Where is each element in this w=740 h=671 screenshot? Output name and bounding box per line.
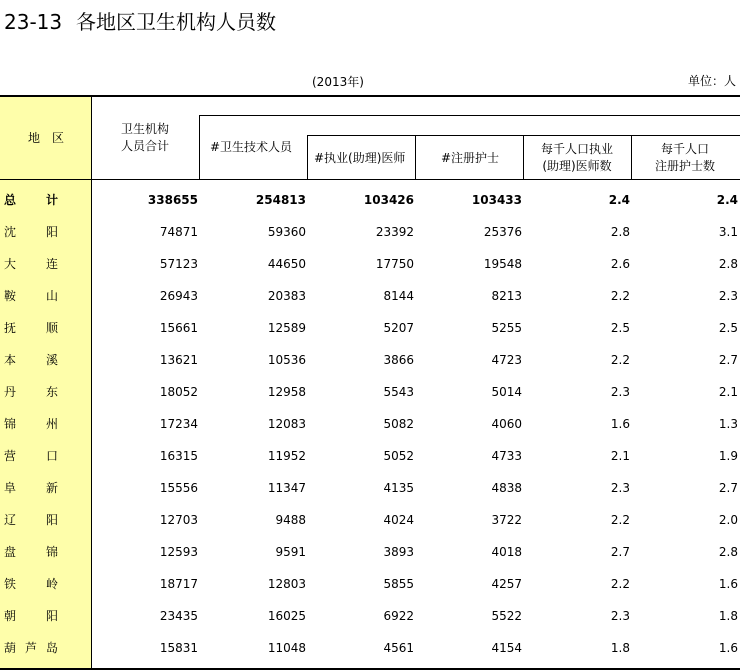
region-cell: 盘锦: [4, 545, 58, 559]
tech-staff-cell: 12589: [267, 321, 306, 335]
nurses-per-thousand-cell: 2.1: [718, 385, 738, 399]
doctors-per-thousand-cell: 2.2: [610, 289, 630, 303]
nurses-cell: 5522: [491, 609, 522, 623]
nurses-cell: 5014: [491, 385, 522, 399]
total-staff-cell: 13621: [159, 353, 198, 367]
tech-staff-cell: 12958: [267, 385, 306, 399]
doctors-per-thousand-cell: 1.8: [610, 641, 630, 655]
nurses-cell: 4723: [491, 353, 522, 367]
region-cell: 营口: [4, 449, 58, 463]
table-top-rule: [0, 95, 740, 97]
header-divider: [307, 135, 740, 136]
nurses-per-thousand-cell: 2.7: [718, 353, 738, 367]
tech-staff-cell: 11048: [267, 641, 306, 655]
doctors-per-thousand-cell: 2.2: [610, 513, 630, 527]
tech-staff-cell: 9591: [275, 545, 306, 559]
nurses-cell: 4257: [491, 577, 522, 591]
region-cell: 辽阳: [4, 513, 58, 527]
total-staff-cell: 12593: [159, 545, 198, 559]
header-nurses-per-thousand: 每千人口 注册护士数: [654, 142, 715, 173]
nurses-per-thousand-cell: 2.8: [718, 545, 738, 559]
doctors-cell: 5543: [383, 385, 414, 399]
total-staff-cell: 74871: [159, 225, 198, 239]
total-staff-cell: 18717: [159, 577, 198, 591]
total-staff-cell: 15556: [159, 481, 198, 495]
total-staff-cell: 26943: [159, 289, 198, 303]
doctors-per-thousand-cell: 2.5: [610, 321, 630, 335]
table-row: [0, 280, 740, 312]
header-nurses: #注册护士: [441, 151, 500, 165]
doctors-cell: 5052: [383, 449, 414, 463]
table-row: [0, 408, 740, 440]
doctors-cell: 5207: [383, 321, 414, 335]
nurses-cell: 103433: [471, 193, 522, 207]
tech-staff-cell: 20383: [267, 289, 306, 303]
doctors-per-thousand-cell: 2.8: [610, 225, 630, 239]
nurses-cell: 4733: [491, 449, 522, 463]
region-cell: 沈阳: [4, 225, 58, 239]
region-cell: 丹东: [4, 385, 58, 399]
doctors-per-thousand-cell: 2.2: [610, 353, 630, 367]
table-row: [0, 376, 740, 408]
total-staff-cell: 338655: [147, 193, 198, 207]
header-divider: [199, 115, 200, 179]
header-total-staff: 卫生机构 人员合计: [120, 122, 169, 153]
doctors-cell: 4024: [383, 513, 414, 527]
unit-note: 单位：人: [687, 74, 736, 88]
table-row: [0, 536, 740, 568]
header-divider: [307, 135, 308, 179]
tech-staff-cell: 16025: [267, 609, 306, 623]
nurses-per-thousand-cell: 1.8: [718, 609, 738, 623]
tech-staff-cell: 11347: [267, 481, 306, 495]
total-staff-cell: 23435: [159, 609, 198, 623]
doctors-cell: 4561: [383, 641, 414, 655]
nurses-cell: 4154: [491, 641, 522, 655]
tech-staff-cell: 44650: [267, 257, 306, 271]
header-bottom-rule: [0, 179, 740, 180]
table-bottom-rule: [0, 668, 740, 670]
nurses-per-thousand-cell: 3.1: [718, 225, 738, 239]
header-doctors: #执业(助理)医师: [314, 151, 406, 165]
doctors-cell: 17750: [375, 257, 414, 271]
doctors-per-thousand-cell: 2.3: [610, 385, 630, 399]
nurses-per-thousand-cell: 2.0: [718, 513, 738, 527]
nurses-per-thousand-cell: 2.4: [716, 193, 738, 207]
tech-staff-cell: 10536: [267, 353, 306, 367]
doctors-per-thousand-cell: 1.6: [610, 417, 630, 431]
table-row: [0, 632, 740, 664]
region-cell: 大连: [4, 257, 58, 271]
table-row: [0, 440, 740, 472]
region-cell: 锦州: [4, 417, 58, 431]
tech-staff-cell: 12083: [267, 417, 306, 431]
tech-staff-cell: 59360: [267, 225, 306, 239]
nurses-per-thousand-cell: 2.3: [718, 289, 738, 303]
doctors-cell: 4135: [383, 481, 414, 495]
nurses-cell: 4018: [491, 545, 522, 559]
nurses-per-thousand-cell: 2.8: [718, 257, 738, 271]
table-row: [0, 600, 740, 632]
tech-staff-cell: 11952: [267, 449, 306, 463]
nurses-cell: 8213: [491, 289, 522, 303]
tech-staff-cell: 254813: [255, 193, 306, 207]
region-cell: 铁岭: [4, 577, 58, 591]
table-body: [0, 184, 740, 664]
doctors-cell: 103426: [363, 193, 414, 207]
nurses-per-thousand-cell: 1.3: [718, 417, 738, 431]
nurses-cell: 4060: [491, 417, 522, 431]
table-row: [0, 344, 740, 376]
header-region: 地 区: [27, 131, 64, 145]
nurses-cell: 5255: [491, 321, 522, 335]
table-number: 23-13: [4, 10, 63, 34]
nurses-cell: 4838: [491, 481, 522, 495]
total-staff-cell: 15831: [159, 641, 198, 655]
doctors-cell: 3893: [383, 545, 414, 559]
header-doctors-per-thousand: 每千人口执业 (助理)医师数: [540, 142, 613, 173]
nurses-cell: 19548: [483, 257, 522, 271]
doctors-per-thousand-cell: 2.7: [610, 545, 630, 559]
table-row: [0, 504, 740, 536]
region-cell: 阜新: [4, 481, 58, 495]
header-divider: [415, 135, 416, 179]
year-note: (2013年): [312, 75, 364, 89]
doctors-cell: 3866: [383, 353, 414, 367]
tech-staff-cell: 9488: [275, 513, 306, 527]
tech-staff-cell: 12803: [267, 577, 306, 591]
nurses-per-thousand-cell: 1.6: [718, 577, 738, 591]
table-row-total: [0, 184, 740, 216]
nurses-per-thousand-cell: 2.7: [718, 481, 738, 495]
region-cell: 葫芦岛: [4, 641, 58, 655]
region-cell: 本溪: [4, 353, 58, 367]
table-title: 各地区卫生机构人员数: [76, 10, 276, 34]
region-cell: 朝阳: [4, 609, 58, 623]
nurses-cell: 3722: [491, 513, 522, 527]
header-divider: [199, 115, 740, 116]
region-cell: 总计: [4, 193, 58, 207]
doctors-per-thousand-cell: 2.4: [608, 193, 630, 207]
total-staff-cell: 17234: [159, 417, 198, 431]
doctors-cell: 5082: [383, 417, 414, 431]
header-tech-staff: #卫生技术人员: [210, 140, 293, 154]
doctors-cell: 6922: [383, 609, 414, 623]
nurses-per-thousand-cell: 1.9: [718, 449, 738, 463]
region-cell: 抚顺: [4, 321, 58, 335]
doctors-per-thousand-cell: 2.6: [610, 257, 630, 271]
nurses-cell: 25376: [483, 225, 522, 239]
total-staff-cell: 12703: [159, 513, 198, 527]
doctors-per-thousand-cell: 2.1: [610, 449, 630, 463]
region-cell: 鞍山: [4, 289, 58, 303]
page-title: [4, 6, 276, 35]
doctors-per-thousand-cell: 2.3: [610, 609, 630, 623]
doctors-per-thousand-cell: 2.3: [610, 481, 630, 495]
nurses-per-thousand-cell: 1.6: [718, 641, 738, 655]
table-row: [0, 472, 740, 504]
nurses-per-thousand-cell: 2.5: [718, 321, 738, 335]
total-staff-cell: 57123: [159, 257, 198, 271]
doctors-per-thousand-cell: 2.2: [610, 577, 630, 591]
table-row: [0, 248, 740, 280]
doctors-cell: 8144: [383, 289, 414, 303]
doctors-cell: 23392: [375, 225, 414, 239]
table-row: [0, 216, 740, 248]
doctors-cell: 5855: [383, 577, 414, 591]
table-row: [0, 568, 740, 600]
table-row: [0, 312, 740, 344]
total-staff-cell: 16315: [159, 449, 198, 463]
total-staff-cell: 15661: [159, 321, 198, 335]
total-staff-cell: 18052: [159, 385, 198, 399]
